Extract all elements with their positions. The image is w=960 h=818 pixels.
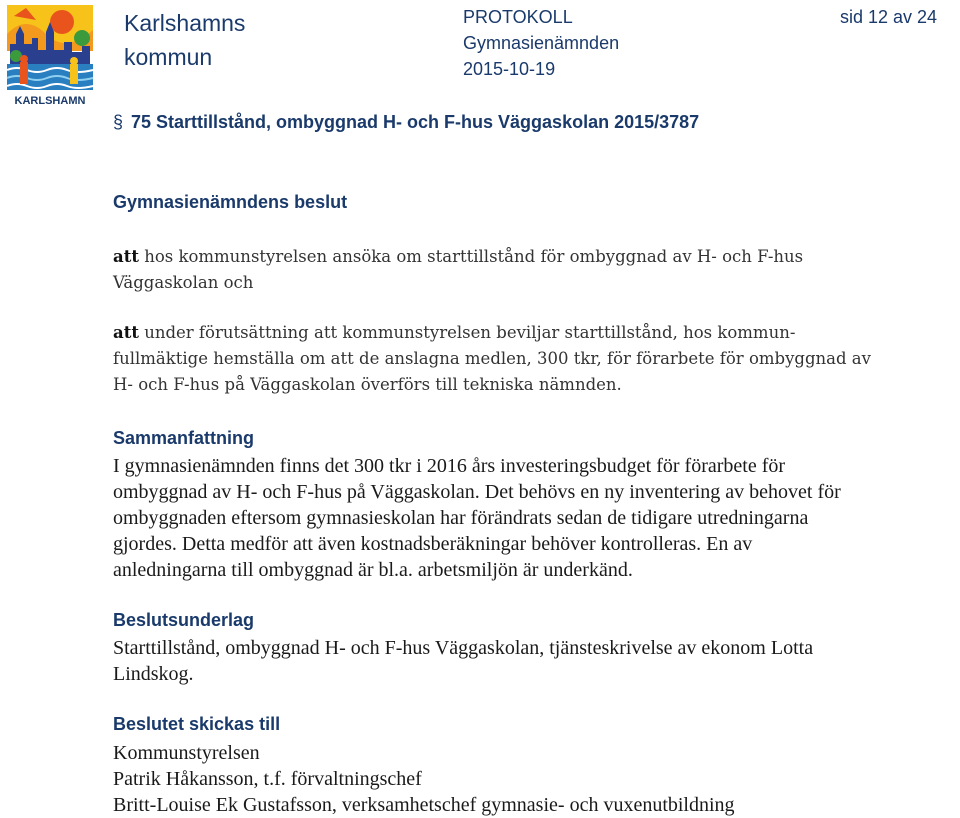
decision-1-lead: att	[113, 247, 139, 266]
summary-line-1: I gymnasienämnden finns det 300 tkr i 2016 års investeringsbudget för förarbete för	[113, 455, 786, 477]
page-number: sid 12 av 24	[840, 7, 938, 27]
basis-heading: Beslutsunderlag	[113, 610, 255, 630]
basis-line-2: Lindskog.	[113, 663, 194, 685]
recipient-2: Patrik Håkansson, t.f. förvaltningschef	[113, 768, 422, 790]
committee-name: Gymnasienämnden	[463, 33, 620, 53]
decision-heading: Gymnasienämndens beslut	[113, 192, 348, 212]
decision-2-line-3: H- och F-hus på Väggaskolan överförs till tekniska nämnden.	[113, 375, 622, 394]
paragraph-symbol: §	[113, 112, 124, 132]
basis-text	[113, 635, 958, 687]
svg-text:KARLSHAMN: KARLSHAMN	[14, 95, 86, 107]
decision-2-line-2: fullmäktige hemställa om att de anslagna medlen, 300 tkr, för förarbete för ombyggnad av	[113, 349, 871, 368]
section-title	[113, 112, 699, 133]
decision-1-line-2: Väggaskolan och	[113, 273, 254, 292]
decision-1-line-1: hos kommunstyrelsen ansöka om starttillstånd för ombyggnad av H- och F-hus	[144, 247, 804, 266]
decision-paragraph-2	[113, 320, 958, 398]
doc-type: PROTOKOLL	[463, 7, 573, 27]
decision-2-line-1: under förutsättning att kommunstyrelsen beviljar starttillstånd, hos kommun-	[144, 323, 796, 342]
summary-line-4: gjordes. Detta medför att även kostnadsberäkningar behöver kontrolleras. En av	[113, 533, 753, 555]
meeting-date: 2015-10-19	[463, 59, 556, 79]
summary-line-5: anledningarna till ombyggnad är bl.a. arbetsmiljön är underkänd.	[113, 559, 633, 581]
summary-text	[113, 453, 958, 583]
recipient-1: Kommunstyrelsen	[113, 742, 260, 764]
sent-to-heading: Beslutet skickas till	[113, 714, 281, 734]
karlshamn-logo	[6, 4, 94, 108]
recipient-3: Britt-Louise Ek Gustafsson, verksamhetschef gymnasie- och vuxenutbildning	[113, 794, 735, 816]
section-title-text: 75 Starttillstånd, ombyggnad H- och F-hus Väggaskolan 2015/3787	[131, 112, 700, 132]
summary-line-3: ombyggnaden eftersom gymnasieskolan har förändrats sedan de tidigare utredningarna	[113, 507, 809, 529]
decision-paragraph-1	[113, 244, 958, 296]
organization-name	[124, 6, 245, 74]
basis-line-1: Starttillstånd, ombyggnad H- och F-hus Väggaskolan, tjänsteskrivelse av ekonom Lotta	[113, 637, 814, 659]
org-line-2: kommun	[124, 44, 213, 70]
org-line-1: Karlshamns	[124, 10, 246, 36]
decision-2-lead: att	[113, 323, 139, 342]
sent-to-list	[113, 740, 958, 818]
summary-line-2: ombyggnad av H- och F-hus på Väggaskolan. Det behövs en ny inventering av behovet för	[113, 481, 841, 503]
summary-heading: Sammanfattning	[113, 428, 255, 448]
document-meta	[463, 4, 619, 82]
